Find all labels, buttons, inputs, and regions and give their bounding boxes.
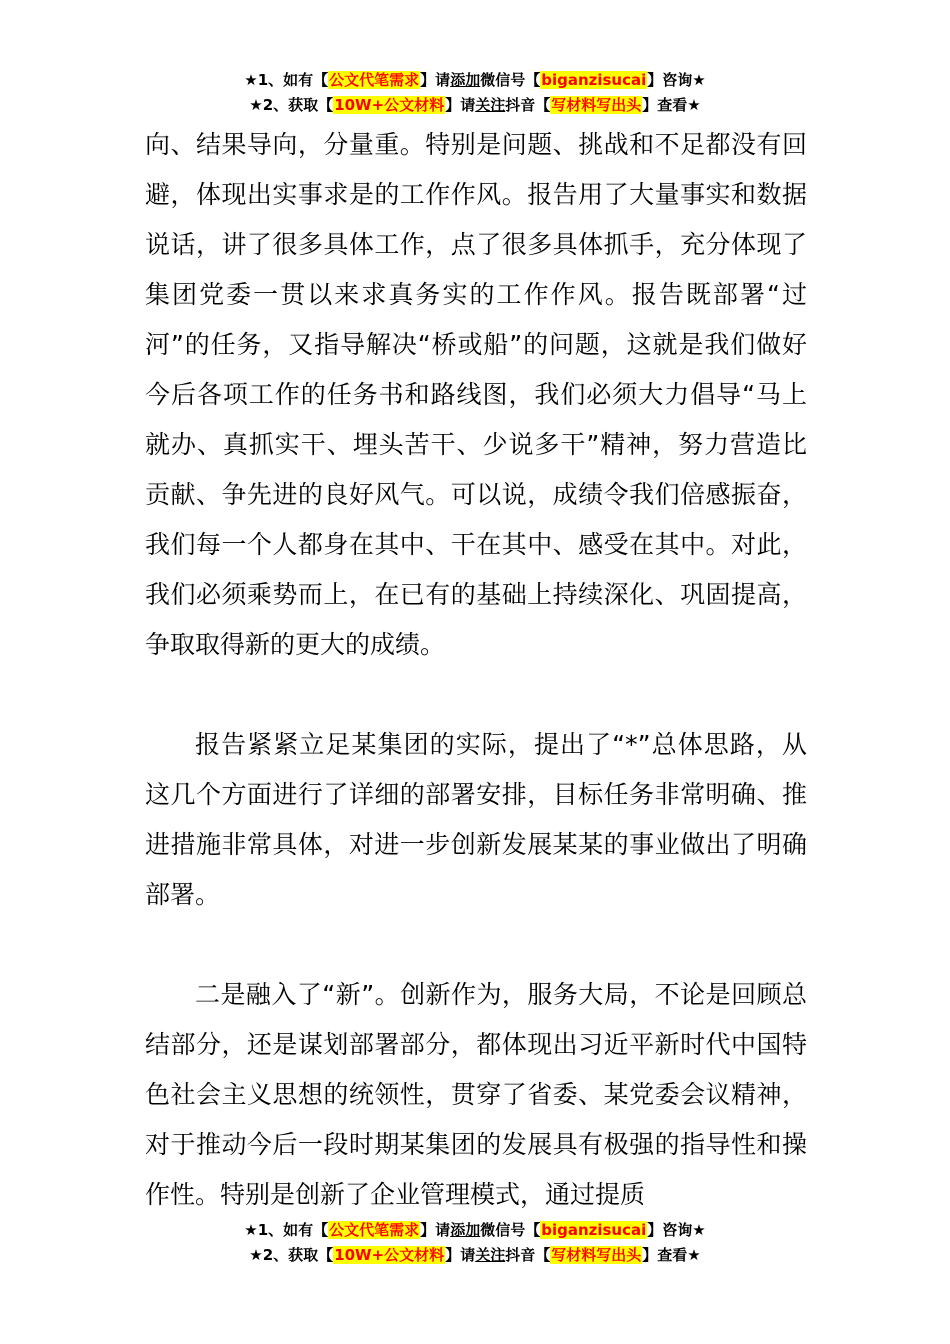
footer-banner — [0, 1218, 950, 1268]
banner-text: 】咨询★ — [647, 71, 706, 89]
banner-line-2 — [0, 1243, 950, 1268]
document-body — [145, 120, 807, 1220]
banner-underline: 添加 — [450, 71, 481, 89]
banner-highlight: 10W+公文材料 — [334, 96, 445, 114]
banner-text: 】请 — [445, 96, 476, 114]
banner-text: ★2、获取【 — [249, 1246, 334, 1264]
banner-underline: 添加 — [450, 1221, 481, 1239]
paragraph-gap — [145, 670, 807, 720]
banner-text: 】请 — [420, 71, 451, 89]
banner-highlight: 公文代笔需求 — [329, 71, 420, 89]
banner-highlight: 10W+公文材料 — [334, 1246, 445, 1264]
banner-line-1 — [0, 1218, 950, 1243]
banner-highlight: biganzisucai — [541, 1221, 647, 1239]
banner-text: ★1、如有【 — [244, 71, 329, 89]
banner-text: 抖音【 — [505, 1246, 551, 1264]
paragraph-3: 二是融入了“新”。创新作为，服务大局，不论是回顾总结部分，还是谋划部署部分，都体现出习近平新时代中国特色社会主义思想的统领性，贯穿了省委、某党委会议精神，对于推动今后一段时期某集团的发展具有极强的指导性和操作性。特别是创新了企业管理模式，通过提质 — [145, 980, 807, 1209]
banner-line-1 — [0, 68, 950, 93]
banner-text: 微信号【 — [480, 71, 541, 89]
banner-text: 微信号【 — [480, 1221, 541, 1239]
banner-text: 】请 — [420, 1221, 451, 1239]
banner-line-2 — [0, 93, 950, 118]
banner-underline: 关注 — [475, 1246, 506, 1264]
banner-text: 】查看★ — [642, 1246, 701, 1264]
banner-text: ★2、获取【 — [249, 96, 334, 114]
header-banner — [0, 68, 950, 118]
paragraph-2: 报告紧紧立足某集团的实际，提出了“*”总体思路，从这几个方面进行了详细的部署安排，目标任务非常明确、推进措施非常具体，对进一步创新发展某某的事业做出了明确部署。 — [145, 730, 807, 909]
banner-text: 】请 — [445, 1246, 476, 1264]
banner-text: ★1、如有【 — [244, 1221, 329, 1239]
paragraph-1: 向、结果导向，分量重。特别是问题、挑战和不足都没有回避，体现出实事求是的工作作风。报告用了大量事实和数据说话，讲了很多具体工作，点了很多具体抓手，充分体现了集团党委一贯以来求真务实的工作作风。报告既部署“过河”的任务，又指导解决“桥或船”的问题，这就是我们做好今后各项工作的任务书和路线图，我们必须大力倡导“马上就办、真抓实干、埋头苦干、少说多干”精神，努力营造比贡献、争先进的良好风气。可以说，成绩令我们倍感振奋，我们每一个人都身在其中、干在其中、感受在其中。对此，我们必须乘势而上，在已有的基础上持续深化、巩固提高，争取取得新的更大的成绩。 — [145, 130, 807, 659]
banner-underline: 关注 — [475, 96, 506, 114]
banner-text: 】查看★ — [642, 96, 701, 114]
banner-highlight: 公文代笔需求 — [329, 1221, 420, 1239]
paragraph-gap — [145, 920, 807, 970]
banner-highlight: 写材料写出头 — [551, 1246, 642, 1264]
banner-highlight: biganzisucai — [541, 71, 647, 89]
banner-text: 抖音【 — [505, 96, 551, 114]
banner-text: 】咨询★ — [647, 1221, 706, 1239]
banner-highlight: 写材料写出头 — [551, 96, 642, 114]
